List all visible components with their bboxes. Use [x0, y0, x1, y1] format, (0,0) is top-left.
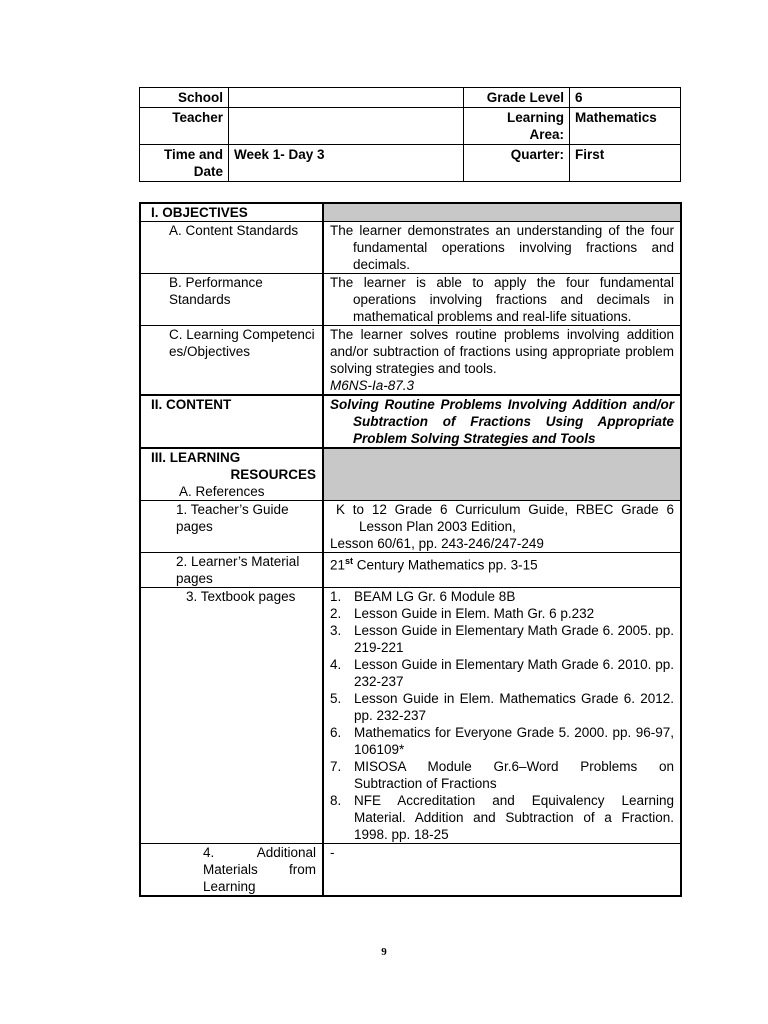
content-heading: II. CONTENT	[140, 395, 323, 448]
quarter-value: First	[570, 145, 681, 182]
school-value	[229, 88, 464, 108]
list-item: 5. Lesson Guide in Elem. Mathematics Grade 6. 2012. pp. 232-237	[330, 691, 674, 723]
content-text: Solving Routine Problems Involving Addition and/or Subtraction of Fractions Using Appropriate Problem Solving Strategies and Tools	[323, 395, 681, 448]
competencies-row	[140, 326, 681, 396]
performance-standards-label: B. Performance Standards	[140, 274, 323, 326]
school-label: School	[140, 88, 229, 108]
additional-materials-label: 4. Additional Materials from Learning	[140, 844, 323, 897]
resources-heading-line1: III. LEARNING	[151, 450, 241, 465]
content-standards-text: The learner demonstrates an understanding of the four fundamental operations involving fractions and decimals.	[323, 222, 681, 274]
content-standards-row	[140, 222, 681, 274]
header-row-school	[140, 88, 681, 108]
textbook-list	[330, 588, 674, 843]
additional-materials-text: -	[323, 844, 681, 897]
lm-number: 21	[330, 557, 346, 573]
list-item: 3. Lesson Guide in Elementary Math Grade 6. 2005. pp. 219-221	[330, 623, 674, 655]
list-item: 6. Mathematics for Everyone Grade 5. 2000. pp. 96-97, 106109*	[330, 725, 674, 757]
grade-level-label: Grade Level	[464, 88, 570, 108]
lm-rest: Century Mathematics pp. 3-15	[353, 557, 538, 573]
lesson-plan-table	[139, 202, 682, 897]
header-table	[139, 87, 681, 182]
time-date-value: Week 1- Day 3	[229, 145, 464, 182]
time-date-label: Time and Date	[140, 145, 229, 182]
competencies-label: C. Learning Competencies/Objectives	[140, 326, 323, 396]
resources-grey-cell	[323, 448, 681, 501]
learners-material-row	[140, 553, 681, 588]
list-item: 2. Lesson Guide in Elem. Math Gr. 6 p.232	[330, 606, 595, 621]
teachers-guide-row	[140, 501, 681, 553]
page-number: 9	[381, 946, 387, 958]
textbook-label: 3. Textbook pages	[140, 588, 323, 844]
learning-area-label: Learning Area:	[464, 108, 570, 145]
teachers-guide-cell	[323, 501, 681, 553]
content-row	[140, 395, 681, 448]
performance-standards-text: The learner is able to apply the four fundamental operations involving fractions and decimals in mathematical problems and real-life situations.	[323, 274, 681, 326]
list-item: 8. NFE Accreditation and Equivalency Learning Material. Addition and Subtraction of a Fraction. 1998. pp. 18-25	[330, 793, 674, 842]
references-label: A. References	[179, 484, 265, 499]
competencies-cell	[323, 326, 681, 396]
learners-material-label: 2. Learner’s Material pages	[140, 553, 323, 588]
grade-level-value: 6	[570, 88, 681, 108]
list-item: 7. MISOSA Module Gr.6–Word Problems on Subtraction of Fractions	[330, 759, 674, 791]
lm-ordinal: st	[345, 556, 354, 566]
teachers-guide-text-1: K to 12 Grade 6 Curriculum Guide, RBEC Grade 6 Lesson Plan 2003 Edition,	[336, 502, 674, 534]
additional-materials-row	[140, 844, 681, 897]
objectives-row	[140, 203, 681, 222]
competencies-code: M6NS-Ia-87.3	[330, 378, 415, 393]
teachers-guide-text-2: Lesson 60/61, pp. 243-246/247-249	[330, 536, 544, 551]
list-item: 1. BEAM LG Gr. 6 Module 8B	[330, 589, 516, 604]
resources-heading-cell	[140, 448, 323, 501]
objectives-grey-cell	[323, 203, 681, 222]
resources-heading-row	[140, 448, 681, 501]
textbook-row	[140, 588, 681, 844]
textbook-cell	[323, 588, 681, 844]
learners-material-text	[323, 553, 681, 588]
list-item: 4. Lesson Guide in Elementary Math Grade 6. 2010. pp. 232-237	[330, 657, 674, 689]
quarter-label: Quarter:	[464, 145, 570, 182]
competencies-text: The learner solves routine problems involving addition and/or subtraction of fractions using appropriate problem solving strategies and tools.	[330, 327, 674, 376]
teachers-guide-label: 1. Teacher’s Guide pages	[140, 501, 323, 553]
content-standards-label: A. Content Standards	[140, 222, 323, 274]
resources-heading-line2: RESOURCES	[230, 467, 316, 482]
teacher-value	[229, 108, 464, 145]
header-row-time	[140, 145, 681, 182]
teacher-label: Teacher	[140, 108, 229, 145]
header-row-teacher	[140, 108, 681, 145]
learning-area-value: Mathematics	[570, 108, 681, 145]
objectives-heading: I. OBJECTIVES	[140, 203, 323, 222]
performance-standards-row	[140, 274, 681, 326]
